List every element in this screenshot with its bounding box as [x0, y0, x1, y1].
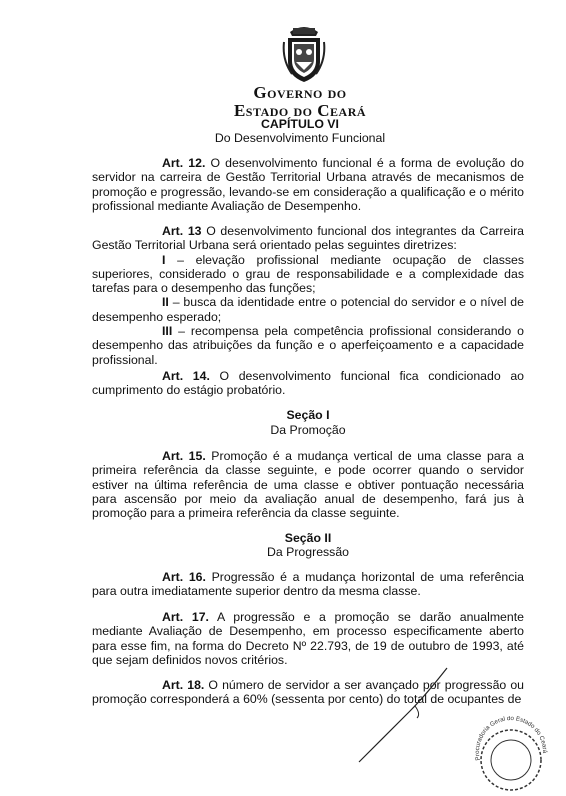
list-item: [92, 253, 524, 296]
article-17: [92, 610, 524, 667]
list-item: [92, 295, 524, 324]
article-12: [92, 156, 524, 213]
item-numeral: I: [162, 252, 166, 267]
item-numeral: II: [162, 295, 169, 310]
government-title: Governo do: [253, 83, 347, 102]
state-coat-of-arms-icon: [282, 22, 326, 84]
article-16: [92, 570, 524, 599]
stamp-text: Procuradoria Geral do Estado do Ceará: [473, 716, 549, 762]
article-text: Promoção é a mudança vertical de uma classe para a primeira referência da classe seguinte, e pode ocorrer quando o servidor estiver na última referência de uma classe e obtiver pontuação necessária para ascensão por meio da avaliação anual de desempenho, fará jus à promoção para a primeira referência da classe seguinte.: [92, 449, 524, 521]
article-text: O número de servidor a ser avançado por progressão ou promoção corresponderá a 60% (sessenta por cento) do total de ocupantes de: [92, 678, 524, 707]
article-text: Progressão é a mudança horizontal de uma referência para outra imediatamente superior dentro da mesma classe.: [92, 570, 524, 599]
item-text: – recompensa pela competência profissional considerando o desempenho das atribuições da função e o aperfeiçoamento e a capacidade profissional.: [92, 324, 524, 367]
article-label: Art. 17.: [162, 610, 209, 624]
article-label: Art. 15.: [162, 449, 206, 463]
svg-text:Procuradoria Geral do Estado d: [474, 716, 548, 761]
official-stamp: [470, 716, 552, 792]
item-numeral: III: [162, 324, 173, 339]
article-text: O desenvolvimento funcional dos integrantes da Carreira Gestão Territorial Urbana será orientado pelas seguintes diretrizes:: [92, 224, 524, 253]
article-label: Art. 16.: [162, 570, 206, 584]
article-15: [92, 449, 524, 520]
article-text: O desenvolvimento funcional é a forma de evolução do servidor na carreira de Gestão Territorial Urbana através de mecanismos de promoção e progressão, levando-se em consideração a qualificação e o mérito profissional mediante Avaliação de Desempenho.: [92, 156, 524, 213]
article-text: A progressão e a promoção se darão anualmente mediante Avaliação de Desempenho, em processo especificamente aberto para esse fim, na forma do Decreto Nº 22.793, de 19 de outubro de 1993, até que sejam definidos novos critérios.: [92, 610, 524, 667]
article-label: Art. 12.: [162, 156, 206, 170]
article-text: O desenvolvimento funcional fica condicionado ao cumprimento do estágio probatório.: [92, 369, 524, 398]
article-18: [92, 678, 524, 707]
article-label: Art. 18.: [162, 678, 205, 692]
article-14: [92, 369, 524, 398]
item-text: – elevação profissional mediante ocupação de classes superiores, considerado o grau de responsabilidade e a complexidade das tarefas para o desempenho das funções;: [92, 252, 524, 296]
article-13: [92, 224, 524, 367]
chapter-number: CAPÍTULO VI: [261, 117, 339, 131]
section-number: Seção I: [286, 408, 330, 422]
handwritten-signature: [355, 666, 455, 766]
state-title: Estado do Ceará: [233, 101, 367, 120]
item-text: – busca da identidade entre o potencial do servidor e o nível de desempenho esperado;: [92, 295, 524, 324]
section-title: Da Promoção: [270, 423, 346, 437]
section-number: Seção II: [284, 531, 332, 545]
article-label: Art. 13: [162, 224, 202, 238]
list-item: [92, 324, 524, 367]
article-label: Art. 14.: [162, 369, 210, 383]
chapter-title: Do Desenvolvimento Funcional: [214, 131, 386, 145]
section-title: Da Progressão: [266, 545, 350, 559]
